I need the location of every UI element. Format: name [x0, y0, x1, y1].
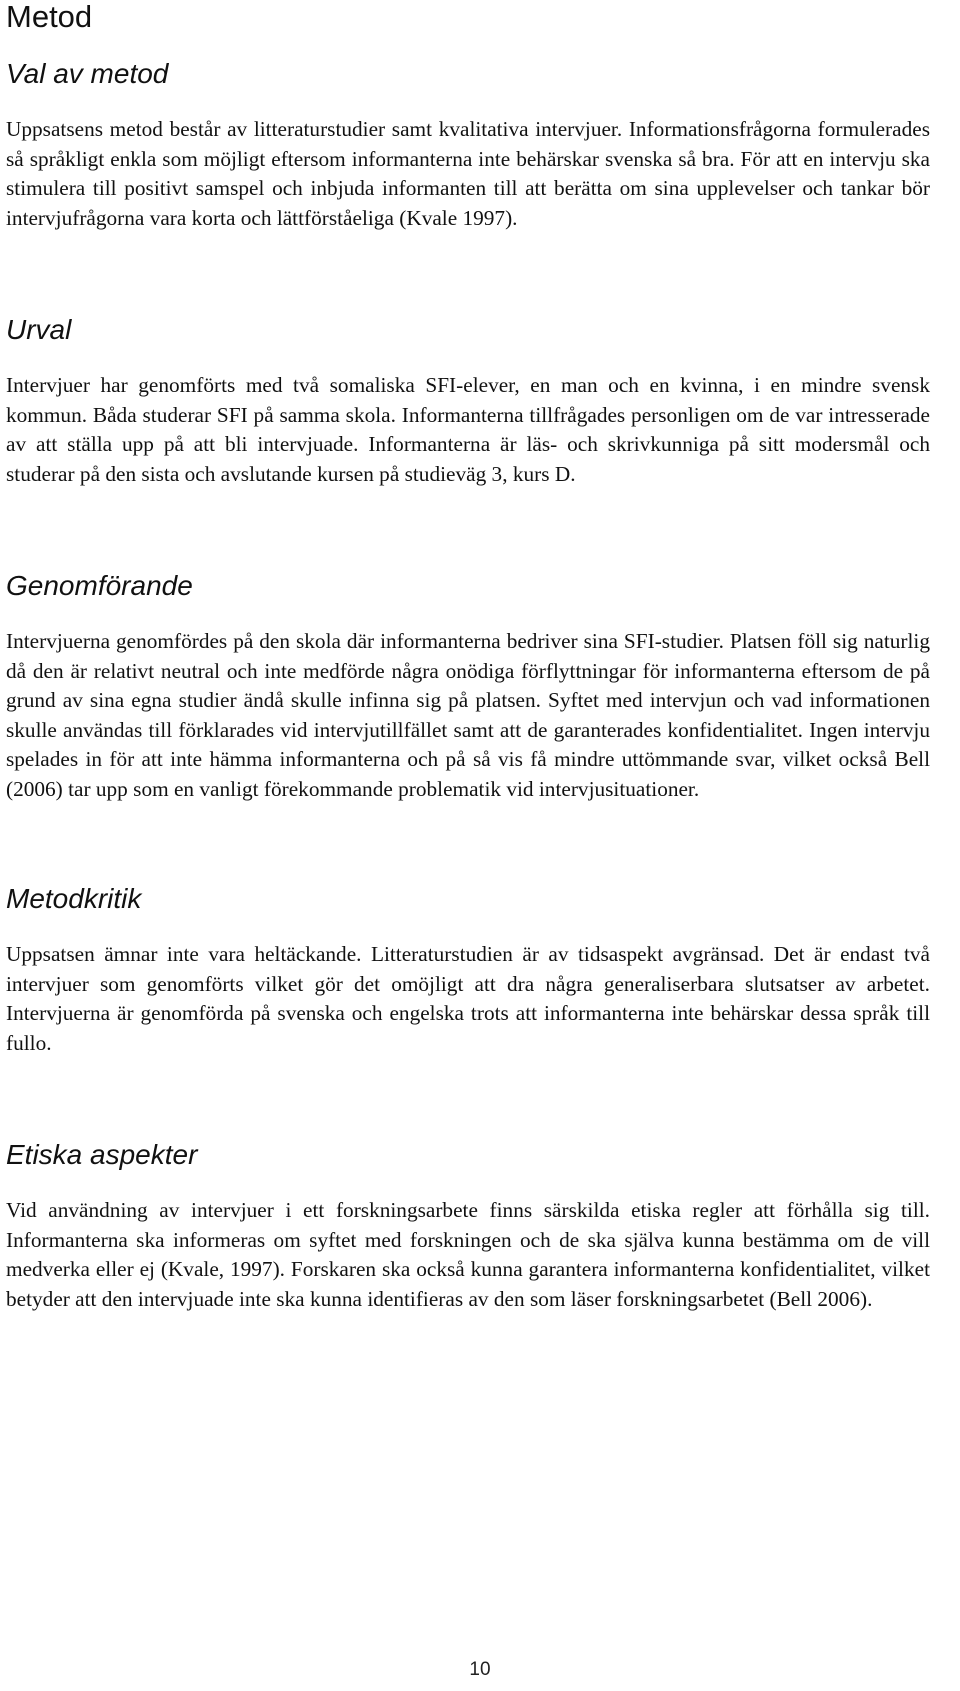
- section-heading-etiska-aspekter: Etiska aspekter: [6, 1139, 198, 1170]
- section-heading-genomforande: Genomförande: [6, 570, 193, 601]
- section-heading-val-av-metod: Val av metod: [6, 58, 169, 89]
- section-paragraph-genomforande: Intervjuerna genomfördes på den skola där informanterna bedriver sina SFI-studier. Platsen föll sig naturlig då den är relativt neutral och inte medförde några onödiga förflyttningar för informanterna eftersom de på grund av sina egna studier ändå skulle infinna sig på platsen. Syftet med intervjun och vad informationen skulle användas till förklarades vid intervjutillfället samt att de garanterades konfidentialitet. Ingen intervju spelades in för att inte hämma informanterna och på så vis få mindre uttömmande svar, vilket också Bell (2006) tar upp som en vanligt förekommande problematik vid intervjusituationer.: [6, 629, 930, 801]
- chapter-title: Metod: [6, 0, 93, 34]
- section-paragraph-urval: Intervjuer har genomförts med två somaliska SFI-elever, en man och en kvinna, i en mindre svensk kommun. Båda studerar SFI på samma skola. Informanterna tillfrågades personligen om de var intresserade av att ställa upp på att bli intervjuade. Informanterna är läs- och skrivkunniga på sitt modersmål och studerar på den sista och avslutande kursen på studieväg 3, kurs D.: [6, 373, 930, 486]
- page-number: 10: [469, 1659, 491, 1680]
- section-paragraph-metodkritik: Uppsatsen ämnar inte vara heltäckande. Litteraturstudien är av tidsaspekt avgränsad. Det är endast två intervjuer som genomförts vilket gör det omöjligt att dra några generaliserbara slutsatser av arbetet. Intervjuerna är genomförda på svenska och engelska trots att informanterna inte behärskar dessa språk till fullo.: [6, 942, 930, 1055]
- section-heading-metodkritik: Metodkritik: [6, 883, 142, 914]
- section-paragraph-val-av-metod: Uppsatsens metod består av litteraturstudier samt kvalitativa intervjuer. Informationsfrågorna formulerades så språkligt enkla som möjligt eftersom informanterna inte behärskar svenska så bra. För att en intervju ska stimulera till positivt samspel och inbjuda informanten till att berätta om sina upplevelser och tankar bör intervjufrågorna vara korta och lättförståeliga (Kvale 1997).: [6, 117, 930, 230]
- section-heading-urval: Urval: [6, 314, 72, 345]
- section-paragraph-etiska-aspekter: Vid användning av intervjuer i ett forskningsarbete finns särskilda etiska regler att förhålla sig till. Informanterna ska informeras om syftet med forskningen och de ska själva kunna bestämma om de vill medverka eller ej (Kvale, 1997). Forskaren ska också kunna garantera informanterna konfidentialitet, vilket betyder att den intervjuade inte ska kunna identifieras av den som läser forskningsarbetet (Bell 2006).: [6, 1198, 930, 1311]
